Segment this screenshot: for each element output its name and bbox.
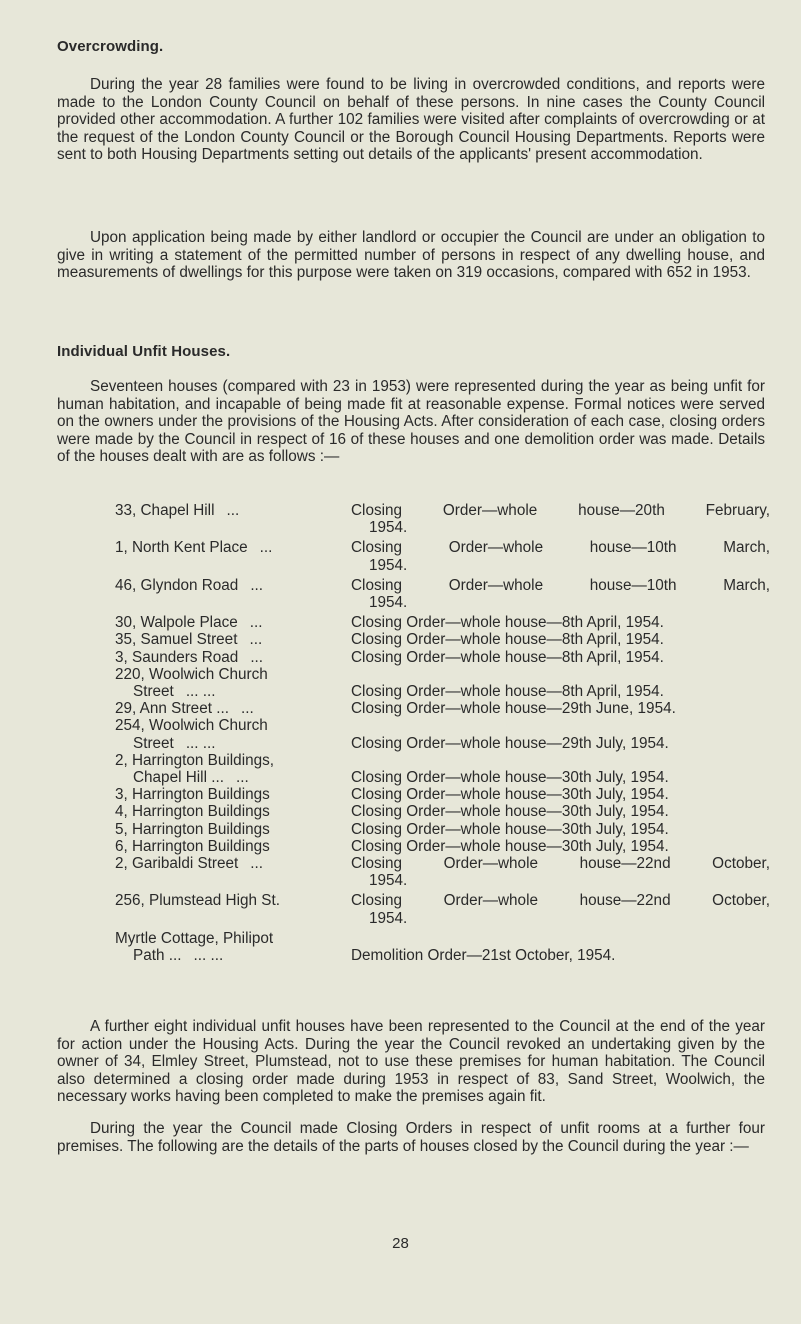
house-order-detail: Closing Order—whole house—22nd October, — [351, 892, 770, 910]
house-address — [115, 821, 351, 838]
overcrowding-section — [57, 38, 765, 55]
list-item-continuation — [115, 557, 770, 574]
house-address-text: 5, Harrington Buildings — [115, 820, 270, 838]
house-address-text — [115, 910, 133, 927]
house-address-text: Street — [133, 683, 174, 701]
unfit-houses-paragraph-1: Seventeen houses (compared with 23 in 1953) were represented during the year as being unfit for human habitation, and incapable of being made fit at reasonable expense. Formal notices were served on the owners under the provisions of the Housing Acts. After consideration of each case, closing orders were made by the Council in respect of 16 of these houses and one demolition order was made. Details of the houses dealt with are as follows :— — [57, 378, 765, 466]
house-address — [115, 666, 351, 683]
overcrowding-heading: Overcrowding. — [57, 38, 164, 55]
list-item — [115, 614, 770, 631]
list-item — [115, 838, 770, 855]
house-address-continued — [115, 557, 351, 574]
house-address-text: 35, Samuel Street — [115, 631, 238, 649]
house-address-text — [115, 872, 133, 889]
list-item — [115, 892, 770, 909]
house-address — [115, 803, 351, 820]
house-address — [115, 502, 351, 519]
unfit-houses-paragraph-2: A further eight individual unfit houses have been represented to the Council at the end of the year for action under the Housing Acts. During the year the Council revoked an undertaking given by the owner of 34, Elmley Street, Plumstead, not to use these premises for human habitation. The Council also determined a closing order made during 1953 in respect of 83, Sand Street, Woolwich, the necessary works having been completed to make the premises again fit. — [57, 1018, 765, 1106]
leader-dots: ... — [250, 576, 264, 594]
house-address-text: Street — [133, 734, 174, 752]
house-order-detail: Closing Order—whole house—8th April, 1954. — [351, 648, 664, 666]
house-address-text — [115, 519, 133, 536]
house-order-detail: Demolition Order—21st October, 1954. — [351, 947, 616, 965]
list-item — [115, 752, 770, 769]
house-address-text: 3, Saunders Road — [115, 648, 239, 666]
house-order-detail — [351, 717, 770, 734]
list-item — [115, 700, 770, 717]
leader-dots: ... — [235, 769, 249, 787]
leader-dots: ... — [249, 614, 263, 632]
list-item-continuation — [115, 872, 770, 889]
list-item — [115, 786, 770, 803]
house-address — [115, 700, 351, 717]
leader-dots: ... — [249, 631, 263, 649]
house-address — [115, 838, 351, 855]
house-address-continued — [115, 910, 351, 927]
house-address — [115, 614, 351, 631]
house-address-continued — [115, 594, 351, 611]
house-address-text: 6, Harrington Buildings — [115, 837, 270, 855]
house-order-detail — [351, 930, 770, 947]
house-order-detail: 1954. — [369, 872, 408, 890]
list-item — [115, 502, 770, 519]
house-order-detail: Closing Order—whole house—30th July, 1954. — [351, 786, 669, 804]
house-order-detail: Closing Order—whole house—30th July, 1954. — [351, 820, 669, 838]
leader-dots: ... — [240, 700, 254, 718]
house-address — [115, 786, 351, 803]
house-address-continued — [115, 735, 351, 752]
house-order-detail: Closing Order—whole house—20th February, — [351, 502, 770, 519]
house-order-detail: Closing Order—whole house—8th April, 1954. — [351, 631, 664, 649]
house-address-text: Path ... — [133, 947, 182, 965]
house-address-text: 254, Woolwich Church — [115, 717, 268, 735]
house-address-text — [115, 557, 133, 574]
house-address-text: 1, North Kent Place — [115, 539, 248, 557]
house-address-text: 3, Harrington Buildings — [115, 786, 270, 804]
house-address-text: 2, Garibaldi Street — [115, 855, 239, 873]
list-item — [115, 631, 770, 648]
house-address-continued — [115, 769, 351, 786]
overcrowding-paragraph-2: Upon application being made by either landlord or occupier the Council are under an obligation to give in writing a statement of the permitted number of persons in respect of any dwelling house, and measurements of dwellings for this purpose were taken on 319 occasions, compared with 652 in 1953. — [57, 229, 765, 282]
list-item — [115, 821, 770, 838]
house-address — [115, 717, 351, 734]
list-item-continuation — [115, 769, 770, 786]
house-order-detail: Closing Order—whole house—10th March, — [351, 539, 770, 557]
house-address-continued — [115, 947, 351, 964]
list-item — [115, 666, 770, 683]
leader-dots: ... ... — [185, 683, 216, 701]
house-address-continued — [115, 519, 351, 536]
unfit-houses-paragraph-3: During the year the Council made Closing Orders in respect of unfit rooms at a further four premises. The following are the details of the parts of houses closed by the Council during the year :— — [57, 1120, 765, 1155]
house-address — [115, 930, 351, 947]
house-address — [115, 752, 351, 769]
page-number: 28 — [392, 1235, 409, 1252]
house-address-text — [115, 594, 133, 611]
house-address-text: 33, Chapel Hill — [115, 502, 215, 519]
house-address-text: 29, Ann Street ... — [115, 700, 229, 718]
list-item — [115, 855, 770, 872]
house-order-detail: Closing Order—whole house—30th July, 1954. — [351, 769, 669, 787]
list-item-continuation — [115, 910, 770, 927]
list-item-continuation — [115, 594, 770, 611]
house-address-text: 30, Walpole Place — [115, 614, 238, 632]
house-order-detail — [351, 752, 770, 769]
unfit-houses-heading: Individual Unfit Houses. — [57, 343, 231, 360]
list-item-continuation — [115, 735, 770, 752]
leader-dots: ... — [226, 502, 240, 519]
list-item — [115, 577, 770, 594]
list-item — [115, 649, 770, 666]
list-item — [115, 717, 770, 734]
house-address-continued — [115, 683, 351, 700]
house-order-detail: Closing Order—whole house—29th June, 1954. — [351, 700, 676, 718]
house-address — [115, 631, 351, 648]
unfit-houses-list — [115, 502, 770, 964]
house-address — [115, 539, 351, 556]
house-order-detail — [351, 666, 770, 683]
house-order-detail: Closing Order—whole house—30th July, 1954. — [351, 803, 669, 821]
list-item — [115, 539, 770, 556]
house-address-text: Chapel Hill ... — [133, 769, 224, 787]
leader-dots: ... — [250, 648, 264, 666]
house-address — [115, 577, 351, 594]
house-order-detail: Closing Order—whole house—22nd October, — [351, 855, 770, 873]
house-address-continued — [115, 872, 351, 889]
house-address-text: 4, Harrington Buildings — [115, 803, 270, 821]
leader-dots: ... — [250, 855, 264, 873]
house-order-detail: Closing Order—whole house—8th April, 1954. — [351, 614, 664, 632]
house-order-detail: 1954. — [369, 519, 408, 537]
house-address-text: 256, Plumstead High St. — [115, 892, 280, 910]
house-order-detail: 1954. — [369, 909, 408, 927]
leader-dots: ... ... — [193, 947, 224, 965]
overcrowding-paragraph-1: During the year 28 families were found to be living in overcrowded conditions, and reports were made to the London County Council on behalf of these persons. In nine cases the County Council provided other accommodation. A further 102 families were visited after complaints of overcrowding or at the request of the London County Council or the Borough Council Housing Departments. Reports were sent to both Housing Departments setting out details of the applicants' present accommodation. — [57, 76, 765, 164]
unfit-houses-section — [57, 343, 765, 360]
list-item — [115, 930, 770, 947]
house-address — [115, 892, 351, 909]
list-item-continuation — [115, 519, 770, 536]
house-order-detail: 1954. — [369, 594, 408, 612]
house-order-detail: Closing Order—whole house—10th March, — [351, 576, 770, 594]
house-address-text: Myrtle Cottage, Philipot — [115, 929, 274, 947]
house-address — [115, 855, 351, 872]
leader-dots: ... ... — [185, 734, 216, 752]
leader-dots: ... — [259, 539, 273, 557]
house-order-detail: Closing Order—whole house—8th April, 1954. — [351, 683, 664, 701]
house-address — [115, 649, 351, 666]
list-item-continuation — [115, 683, 770, 700]
house-order-detail: Closing Order—whole house—29th July, 1954. — [351, 734, 669, 752]
list-item — [115, 803, 770, 820]
house-address-text: 220, Woolwich Church — [115, 665, 268, 683]
house-address-text: 2, Harrington Buildings, — [115, 751, 275, 769]
house-order-detail: Closing Order—whole house—30th July, 1954. — [351, 837, 669, 855]
list-item-continuation — [115, 947, 770, 964]
house-order-detail: 1954. — [369, 556, 408, 574]
house-address-text: 46, Glyndon Road — [115, 576, 239, 594]
